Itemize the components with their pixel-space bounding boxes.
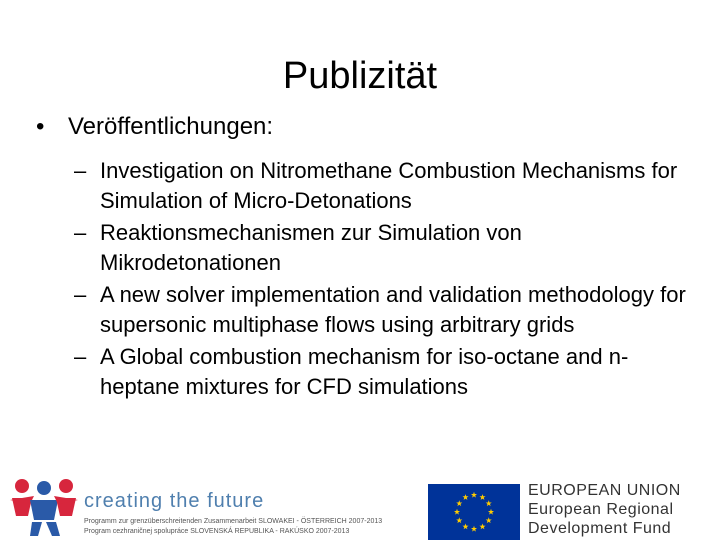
eu-union-label: EUROPEAN UNION bbox=[528, 482, 681, 499]
bullet-marker: • bbox=[36, 113, 45, 140]
footer bbox=[0, 472, 720, 540]
slide-title: Publizität bbox=[282, 55, 438, 97]
eu-flag-icon bbox=[428, 484, 520, 540]
bullet-label: Veröffentlichungen: bbox=[68, 113, 274, 140]
list-item bbox=[36, 280, 696, 340]
list-item bbox=[36, 156, 696, 216]
publication-list bbox=[36, 156, 696, 402]
eu-fund-line1: European Regional bbox=[528, 501, 674, 518]
dash-marker: – bbox=[74, 344, 87, 369]
eu-fund-line2: Development Fund bbox=[528, 520, 672, 537]
slide-content bbox=[36, 112, 696, 404]
list-item bbox=[36, 342, 696, 402]
publication-title: A new solver implementation and validation methodology for supersonic multiphase flows using arbitrary grids bbox=[100, 282, 686, 337]
dash-marker: – bbox=[74, 220, 87, 245]
footer-slogan: creating the future bbox=[84, 490, 265, 512]
list-item bbox=[36, 218, 696, 278]
publication-title: Reaktionsmechanismen zur Simulation von Mikrodetonationen bbox=[100, 220, 522, 275]
programme-line-sk: Program cezhraničnej spolupráce SLOVENSKÁ REPUBLIKA - RAKÚSKO 2007-2013 bbox=[84, 528, 350, 535]
dash-marker: – bbox=[74, 158, 87, 183]
dash-marker: – bbox=[74, 282, 87, 307]
publication-title: Investigation on Nitromethane Combustion Mechanisms for Simulation of Micro-Detonations bbox=[100, 158, 678, 213]
publication-title: A Global combustion mechanism for iso-octane and n-heptane mixtures for CFD simulations bbox=[100, 344, 629, 399]
bullet-publications bbox=[36, 112, 696, 142]
programme-line-de: Programm zur grenzüberschreitenden Zusammenarbeit SLOWAKEI - ÖSTERREICH 2007-2013 bbox=[84, 518, 383, 525]
creating-the-future-figures-logo bbox=[8, 476, 80, 538]
